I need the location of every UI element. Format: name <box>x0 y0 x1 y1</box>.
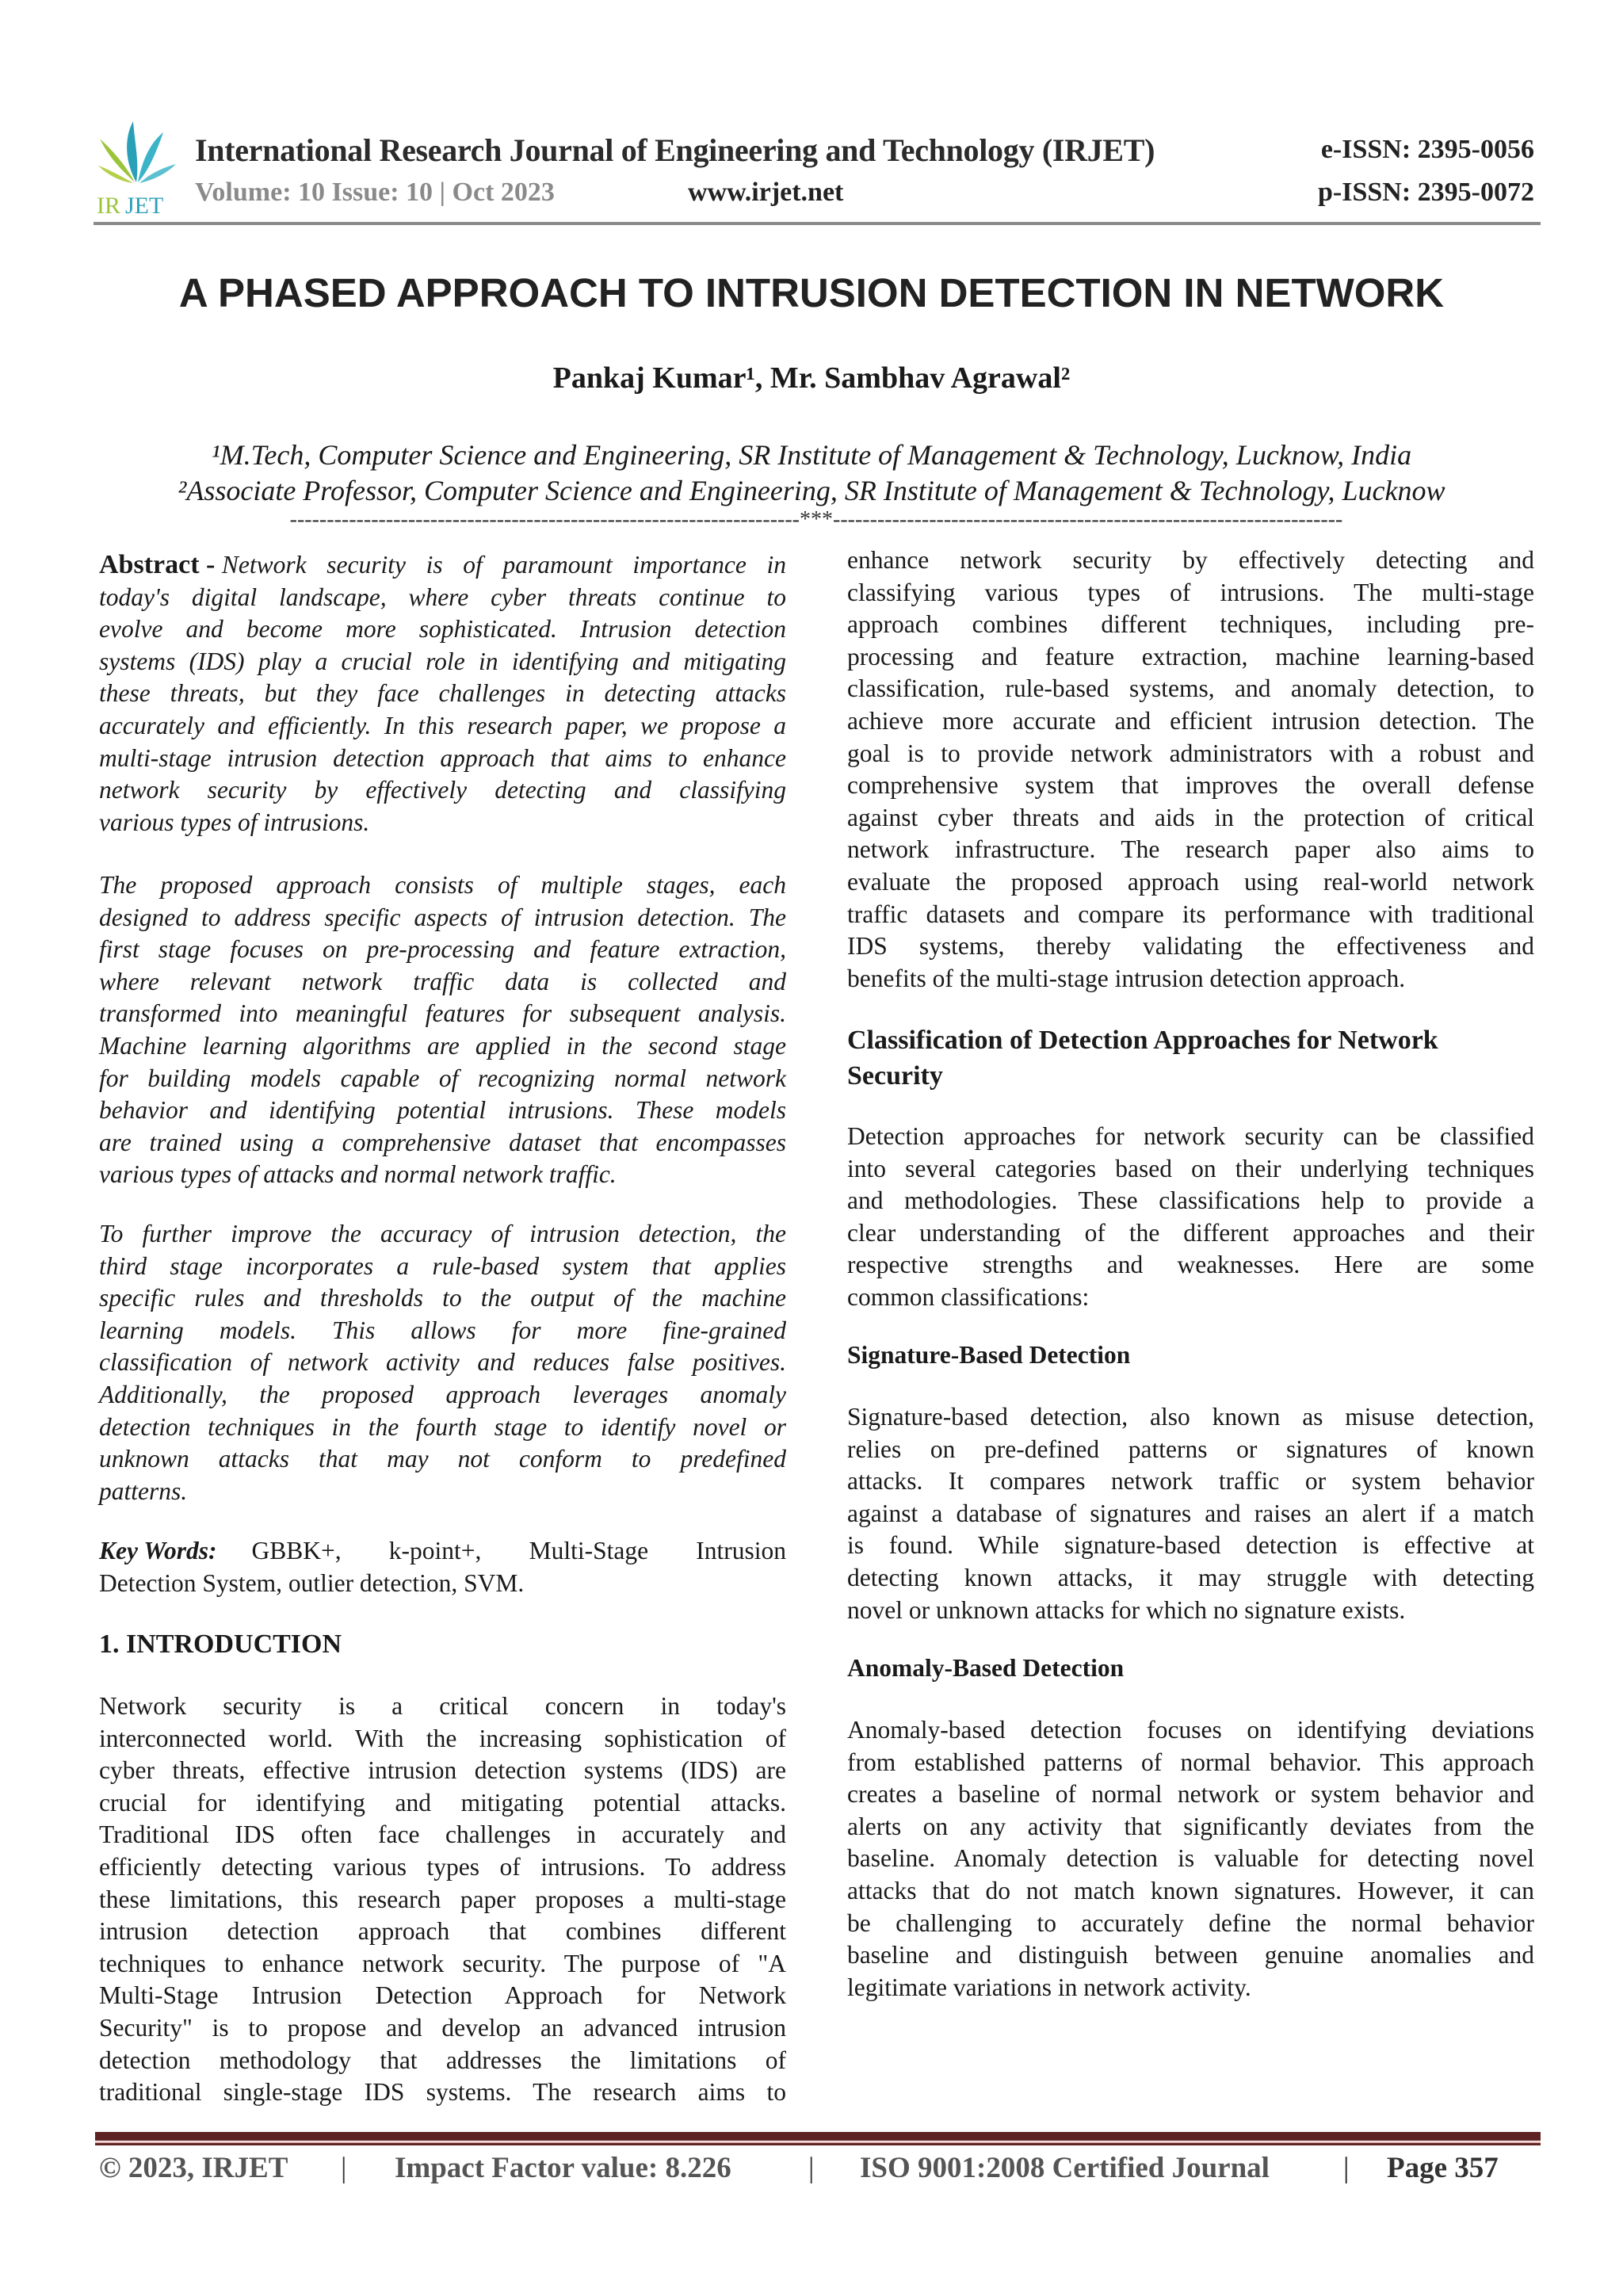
footer-divider: | <box>808 2152 815 2184</box>
text-line: IDS systems, thereby validating the effectiveness and <box>847 932 1534 961</box>
classification-heading <box>847 1022 1438 1094</box>
keywords-text: GBBK+, k-point+, Multi-Stage Intrusion <box>251 1537 786 1564</box>
abstract-paragraph <box>99 549 786 839</box>
text-line: classification of network activity and reduces false positives. <box>99 1348 786 1377</box>
text-line-content: Network security is of paramount importance in <box>221 551 786 579</box>
text-line: evaluate the proposed approach using real-world network <box>847 867 1534 896</box>
text-line: attacks. It compares network traffic or system behavior <box>847 1467 1534 1496</box>
text-line: Anomaly-based detection focuses on identifying deviations <box>847 1716 1534 1744</box>
text-line: efficiently detecting various types of intrusions. To address <box>99 1852 786 1881</box>
text-line: accurately and efficiently. In this research paper, we propose a <box>99 711 786 739</box>
text-line: these limitations, this research paper proposes a multi-stage <box>99 1885 786 1913</box>
anomaly-detection-heading: Anomaly-Based Detection <box>847 1654 1125 1682</box>
journal-title: International Research Journal of Engineering and Technology (IRJET) <box>195 132 1155 168</box>
section-separator: ---------------------------------------------------------------------***--------------------------------------------------------------------- <box>289 507 1343 532</box>
text-line: against a database of signatures and raises an alert if a match <box>847 1499 1534 1527</box>
text-line: baseline and distinguish between genuine anomalies and <box>847 1941 1534 1969</box>
text-line: traditional single-stage IDS systems. The research aims to <box>99 2078 786 2107</box>
text-line: classification, rule-based systems, and anomaly detection, to <box>847 674 1534 703</box>
introduction-paragraph <box>99 1690 786 2109</box>
classification-paragraph <box>847 1121 1534 1314</box>
text-line: alerts on any activity that significantly deviates from the <box>847 1812 1534 1840</box>
svg-text:IR: IR <box>97 193 120 218</box>
text-line: are trained using a comprehensive dataset that encompasses <box>99 1128 786 1156</box>
text-line: common classifications: <box>847 1282 1090 1311</box>
text-line: be challenging to accurately define the normal behavior <box>847 1908 1534 1937</box>
text-line: Machine learning algorithms are applied in the second stage <box>99 1031 786 1060</box>
text-line: crucial for identifying and mitigating potential attacks. <box>99 1788 786 1817</box>
keywords-colon: : <box>208 1537 217 1564</box>
introduction-continued-paragraph <box>847 544 1534 995</box>
text-line: Multi-Stage Intrusion Detection Approach for Network <box>99 1981 786 2010</box>
text-line: is found. While signature-based detection is effective at <box>847 1531 1534 1560</box>
keywords-paragraph <box>99 1535 786 1599</box>
text-line: enhance network security by effectively detecting and <box>847 546 1534 574</box>
text-line: Security" is to propose and develop an advanced intrusion <box>99 2013 786 2042</box>
irjet-logo <box>94 115 179 218</box>
classification-heading-line: Classification of Detection Approaches for Network <box>847 1026 1438 1055</box>
footer-bar <box>95 2132 1541 2141</box>
paper-title: A PHASED APPROACH TO INTRUSION DETECTION IN NETWORK <box>178 270 1445 315</box>
text-line: into several categories based on their underlying techniques <box>847 1154 1534 1182</box>
header-divider <box>94 222 1541 225</box>
footer-bar-thin <box>95 2143 1541 2145</box>
text-line: cyber threats, effective intrusion detection systems (IDS) are <box>99 1756 786 1785</box>
text-line: these threats, but they face challenges in detecting attacks <box>99 679 786 708</box>
text-line: various types of attacks and normal network traffic. <box>99 1160 617 1189</box>
text-line: designed to address specific aspects of intrusion detection. The <box>99 903 786 931</box>
footer-copyright: © 2023, IRJET <box>99 2152 288 2184</box>
text-line: today's digital landscape, where cyber threats continue to <box>99 583 786 611</box>
abstract-paragraph-3 <box>99 1218 786 1507</box>
text-line <box>99 549 786 582</box>
text-line: from established patterns of normal behavior. This approach <box>847 1748 1534 1776</box>
text-line: To further improve the accuracy of intrusion detection, the <box>99 1220 786 1247</box>
text-line: novel or unknown attacks for which no signature exists. <box>847 1595 1406 1624</box>
text-line: specific rules and thresholds to the output of the machine <box>99 1284 786 1312</box>
keywords-label: Key Words <box>99 1537 208 1564</box>
text-line: various types of intrusions. <box>99 808 370 836</box>
text-line: against cyber threats and aids in the protection of critical <box>847 803 1534 831</box>
text-line: creates a baseline of normal network or system behavior and <box>847 1780 1534 1809</box>
text-line: patterns. <box>99 1477 188 1505</box>
text-line: Detection approaches for network security can be classified <box>847 1122 1534 1150</box>
text-line: benefits of the multi-stage intrusion detection approach. <box>847 964 1406 992</box>
text-line: and methodologies. These classifications help to provide a <box>847 1186 1534 1215</box>
text-line: intrusion detection approach that combines different <box>99 1917 786 1946</box>
text-line: approach combines different techniques, including pre- <box>847 610 1534 639</box>
text-line: learning models. This allows for more fine-grained <box>99 1316 786 1344</box>
text-line: comprehensive system that improves the overall defense <box>847 771 1534 800</box>
p-issn: p-ISSN: 2395-0072 <box>1318 178 1534 207</box>
text-line: processing and feature extraction, machine learning-based <box>847 642 1534 670</box>
text-line: detection methodology that addresses the limitations of <box>99 2046 786 2074</box>
journal-website-link[interactable]: www.irjet.net <box>688 178 844 207</box>
text-line <box>99 1535 786 1568</box>
text-line: respective strengths and weaknesses. Here are some <box>847 1251 1534 1279</box>
abstract-paragraph-2 <box>99 869 786 1191</box>
text-line: techniques to enhance network security. The purpose of "A <box>99 1949 786 1977</box>
text-line: behavior and identifying potential intrusions. These models <box>99 1096 786 1125</box>
text-line: for building models capable of recognizing normal network <box>99 1064 786 1092</box>
text-line: network security by effectively detecting and classifying <box>99 776 786 804</box>
signature-detection-heading: Signature-Based Detection <box>847 1341 1131 1369</box>
abstract-label: Abstract - <box>99 550 222 579</box>
text-line: The proposed approach consists of multiple stages, each <box>99 871 786 899</box>
text-line: interconnected world. With the increasing sophistication of <box>99 1724 786 1752</box>
text-line: Detection System, outlier detection, SVM. <box>99 1568 525 1597</box>
text-line: first stage focuses on pre-processing and feature extraction, <box>99 935 786 964</box>
footer-divider: | <box>341 2152 347 2184</box>
text-line: Additionally, the proposed approach leverages anomaly <box>99 1380 786 1408</box>
page-footer <box>99 2151 1549 2191</box>
e-issn: e-ISSN: 2395-0056 <box>1320 135 1534 164</box>
text-line: network infrastructure. The research paper also aims to <box>847 835 1534 864</box>
footer-iso: ISO 9001:2008 Certified Journal <box>860 2152 1270 2184</box>
text-line: traffic datasets and compare its performance with traditional <box>847 900 1534 928</box>
text-line: goal is to provide network administrators with a robust and <box>847 739 1534 767</box>
text-line: where relevant network traffic data is collected and <box>99 967 786 995</box>
text-line: systems (IDS) play a crucial role in identifying and mitigating <box>99 647 786 675</box>
text-line: evolve and become more sophisticated. Intrusion detection <box>99 615 786 644</box>
signature-detection-paragraph <box>847 1401 1534 1626</box>
text-line: legitimate variations in network activity. <box>847 1973 1251 2001</box>
logo-leaves-icon <box>94 115 179 218</box>
affiliation-2: ²Associate Professor, Computer Science and Engineering, SR Institute of Management & Technology, Lucknow <box>178 475 1445 506</box>
paper-authors: Pankaj Kumar¹, Mr. Sambhav Agrawal² <box>552 361 1071 395</box>
text-line: achieve more accurate and efficient intrusion detection. The <box>847 706 1534 735</box>
text-line: detection techniques in the fourth stage to identify novel or <box>99 1412 786 1441</box>
text-line: Traditional IDS often face challenges in accurately and <box>99 1820 786 1849</box>
text-line: detecting known attacks, it may struggle with detecting <box>847 1563 1534 1591</box>
text-line: relies on pre-defined patterns or signatures of known <box>847 1435 1534 1463</box>
anomaly-detection-paragraph <box>847 1714 1534 2004</box>
footer-page-number: Page 357 <box>1387 2152 1499 2184</box>
footer-divider: | <box>1343 2152 1350 2184</box>
introduction-heading: 1. INTRODUCTION <box>99 1629 342 1659</box>
affiliation-1: ¹M.Tech, Computer Science and Engineering, SR Institute of Management & Technology, Lucknow, India <box>211 439 1412 471</box>
text-line: third stage incorporates a rule-based system that applies <box>99 1251 786 1280</box>
text-line: attacks that do not match known signatures. However, it can <box>847 1876 1534 1904</box>
classification-heading-line: Security <box>847 1061 943 1091</box>
text-line: transformed into meaningful features for subsequent analysis. <box>99 999 786 1028</box>
text-line: clear understanding of the different approaches and their <box>847 1218 1534 1247</box>
text-line: classifying various types of intrusions. The multi-stage <box>847 578 1534 606</box>
text-line: Network security is a critical concern in today's <box>99 1692 786 1720</box>
svg-text:JET: JET <box>125 193 164 218</box>
footer-impact-factor: Impact Factor value: 8.226 <box>395 2152 731 2184</box>
text-line: baseline. Anomaly detection is valuable for detecting novel <box>847 1844 1534 1873</box>
text-line: Signature-based detection, also known as misuse detection, <box>847 1403 1534 1431</box>
text-line: multi-stage intrusion detection approach that aims to enhance <box>99 743 786 772</box>
volume-issue: Volume: 10 Issue: 10 | Oct 2023 <box>195 178 555 207</box>
text-line: unknown attacks that may not conform to predefined <box>99 1445 786 1473</box>
